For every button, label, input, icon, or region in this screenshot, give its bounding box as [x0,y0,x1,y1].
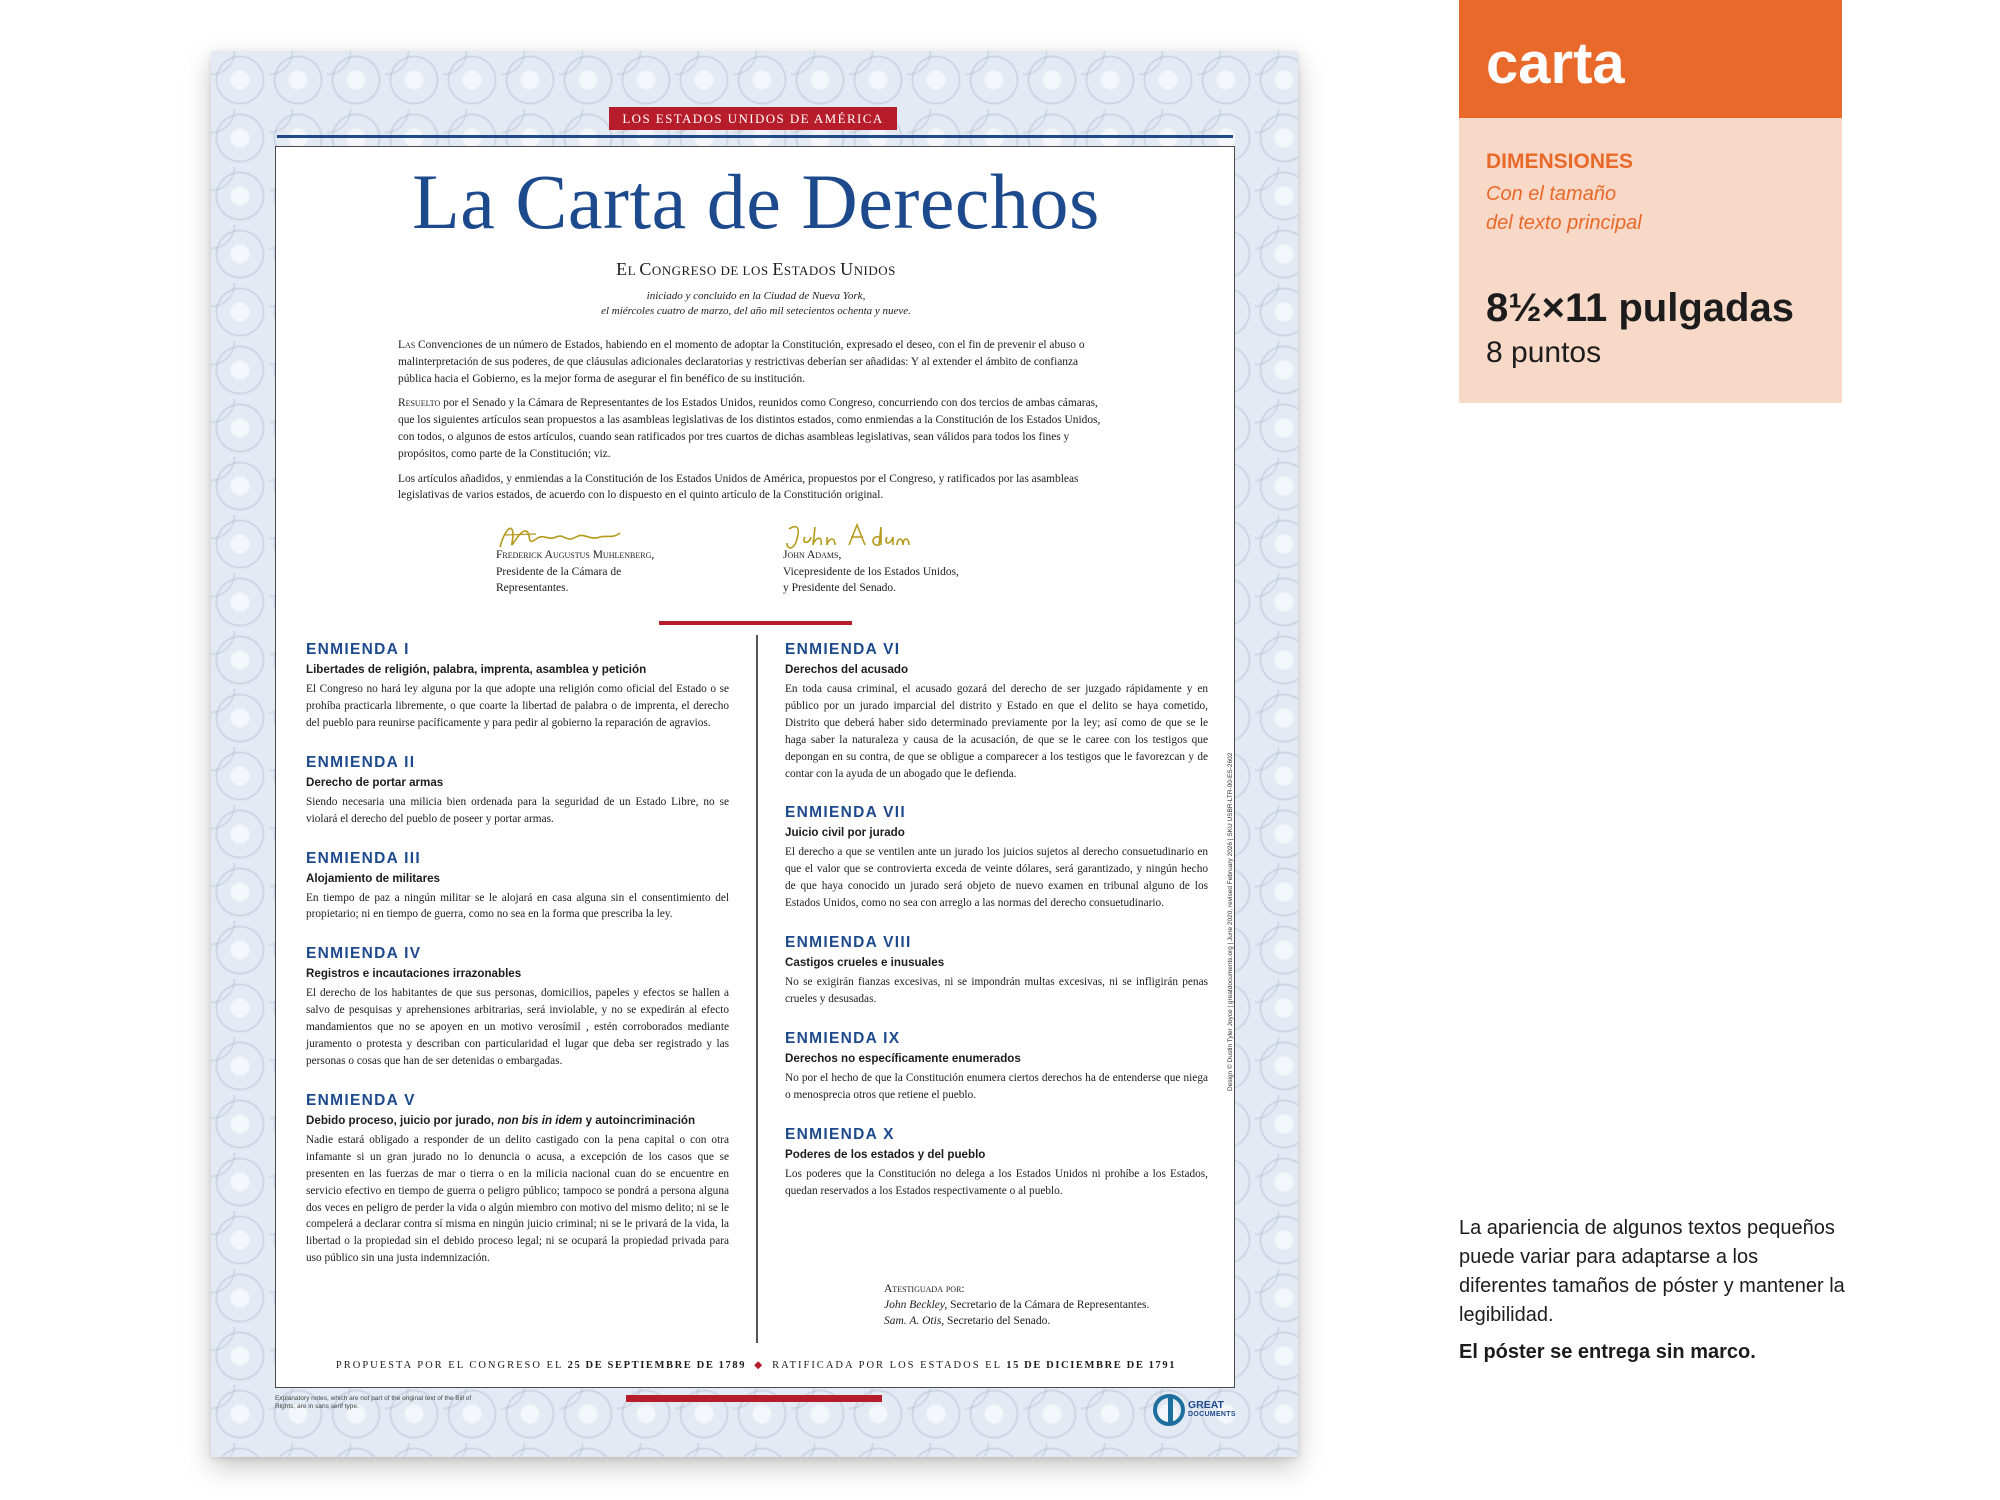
congress-subtitle: iniciado y concluido en la Ciudad de Nueva York, el miércoles cuatro de marzo, del año mil setecientos ochenta y nueve. [601,290,911,317]
poster [211,51,1298,1457]
great-documents-logo: GREAT DOCUMENTS [1153,1394,1236,1426]
column-divider [756,635,758,1343]
explanatory-note: Explanatory notes, which are not part of the original text of the Bill of Rights, are in sans serif type. [275,1395,472,1410]
divider-red [659,621,852,625]
amendment-5: ENMIENDA V Debido proceso, juicio por jurado, non bis in idem y autoincriminación Nadie estará obligado a responder de un delito castigado con la pena capital o con otra infamante si un gran jurado no lo denuncia o acusa, a excepción de los casos que se presenten en las fuerzas de mar o tierra o en la milicia nacional cuan do se encuentre en servicio efectivo en tiempo de guerra o peligro público; tampoco se pondrá a persona alguna dos veces en peligro de perder la vida o algún miembro con motivo del mismo delito; ni se le compelerá a declarar contra sí misma en ningún juicio criminal; ni se le privará de la vida, la libertad o la propiedad sin el debido proceso legal; ni se ocupará la propiedad privada para uso público sin una justa indemnización. [306,1091,729,1265]
document-frame [275,146,1235,1388]
amendment-4: ENMIENDA IV Registros e incautaciones irrazonables El derecho de los habitantes de que sus personas, domicilios, papeles y efectos se hallen a salvo de pesquisas y aprehensiones arbitrarias, será inviolable, y no se expedirán al efecto mandamientos que no se apoyen en un motivo verosímil , estén corroborados mediante juramento o protesta y describan con particularidad el lugar que deba ser registrado y las personas o cosas que han de ser detenidas o embargadas. [306,945,729,1067]
text-size: 8 puntos [1486,336,1602,369]
amendment-9: ENMIENDA IX Derechos no específicamente enumerados No por el hecho de que la Constitución enumera ciertos derechos ha de entenderse que niega o menosprecia otros que retiene el pueblo. [785,1029,1208,1101]
document-title: La Carta de Derechos [412,158,1100,245]
signature-block-adams: John Adams, Vicepresidente de los Estados Unidos, y Presidente del Senado. [783,517,959,597]
amendments-right-column [785,641,1208,1222]
bottom-red-rule [626,1395,882,1402]
legibility-note: La apariencia de algunos textos pequeños puede variar para adaptarse a los diferentes tamaños de póster y mantener la legibilidad. [1459,1217,1845,1326]
preamble [398,337,1114,512]
dimensions-subtitle: Con el tamaño del texto principal [1486,183,1642,234]
amendment-7: ENMIENDA VII Juicio civil por jurado El derecho a que se ventilen ante un jurado los juicios sujetos al derecho consuetudinario en que el valor que se controvierta exceda de veinte dólares, será garantizado, y ningún hecho de que haya conocido un jurado será objeto de nuevo examen en tribunal alguno de los Estados Unidos, como no sea con arreglo a las normas del derecho consuetudinario. [785,804,1208,910]
congress-heading: EL CONGRESO DE LOS ESTADOS UNIDOS [616,259,896,279]
amendment-10: ENMIENDA X Poderes de los estados y del pueblo Los poderes que la Constitución no delega a los Estados Unidos ni prohíbe a los Estados, quedan reservados a los Estados respectivamente o al pueblo. [785,1125,1208,1197]
top-rule [277,135,1233,138]
preamble-paragraph: Las Convenciones de un número de Estados, habiendo en el momento de adoptar la Constitución, expresado el deseo, con el fin de prevenir el abuso o malinterpretación de sus poderes, de que cláusulas adicionales declaratorias y restrictivas deberían ser añadidas: Y al extender el ámbito de confianza pública hacia el Gobierno, es la mejor forma de asegurar el fin benéfico de su institución. [398,339,1085,385]
preamble-paragraph: Resuelto por el Senado y la Cámara de Representantes de los Estados Unidos, reunidos como Congreso, concurriendo con dos tercios de ambas cámaras, que los siguientes artículos sean propuestos a las asambleas legislativas de los distintos estados, como enmiendas a la Constitución de los Estados Unidos, con todos, o algunos de estos artículos, cuando sean ratificados por tres cuartos de dichas asambleas legislativas, sean válidos para todos los fines y propósitos, como parte de la Constitución; viz. [398,397,1101,460]
amendment-6: ENMIENDA VI Derechos del acusado En toda causa criminal, el acusado gozará del derecho de ser juzgado rápidamente y en público por un jurado imparcial del distrito y Estado en que el delito se haya cometido, Distrito que deberá haber sido determinado previamente por la ley; así como de que se le haga saber la naturaleza y causa de la acusación, de que se le caree con los testigos que depongan en su contra, de que se obligue a comparecer a los testigos que le favorezcan y de contar con la ayuda de un abogado que le defienda. [785,641,1208,780]
amendment-1: ENMIENDA I Libertades de religión, palabra, imprenta, asamblea y petición El Congreso no hará ley alguna por la que adopte una religión como oficial del Estado o se prohíba practicarla libremente, o que coarte la libertad de palabra o de imprenta, el derecho del pueblo para reunirse pacíficamente y para pedir al gobierno la reparación de agravios. [306,641,729,729]
amendment-2: ENMIENDA II Derecho de portar armas Siendo necesaria una milicia bien ordenada para la seguridad de un Estado Libre, no se violará el derecho del pueblo de poseer y portar armas. [306,753,729,825]
signature-block-muhlenberg: Frederick Augustus Muhlenberg, Presidente de la Cámara de Representantes. [496,517,654,597]
logo-mark-icon [1153,1394,1185,1426]
attestation: Atestiguada por: John Beckley, Secretario de la Cámara de Representantes. Sam. A. Otis, Secretario del Senado. [884,1283,1150,1327]
format-heading: carta [1459,0,1842,118]
dimensions-panel [1459,118,1842,403]
ratification-line: PROPUESTA POR EL CONGRESO EL 25 DE SEPTIEMBRE DE 1789 ◆ RATIFICADA POR LOS ESTADOS EL 15 DE DICIEMBRE DE 1791 [335,1360,1177,1371]
preamble-paragraph: Los artículos añadidos, y enmiendas a la Constitución de los Estados Unidos de América, propuestos por el Congreso, y ratificados por las asambleas legislativas de varios estados, de acuerdo con lo dispuesto en el quinto artículo de la Constitución original. [398,472,1079,502]
amendment-8: ENMIENDA VIII Castigos crueles e inusuales No se exigirán fianzas excesivas, ni se impondrán multas excesivas, ni se infligirán penas crueles y desusadas. [785,934,1208,1005]
diamond-icon: ◆ [754,1360,765,1371]
amendments-left-column [306,641,729,1289]
design-credit: Design © Dustin Tyler Joyce | greatdocuments.org | June 2020, revised February 2026 | SKU USBR-LTR-00-ES-2602 [1227,752,1234,1091]
amendment-3: ENMIENDA III Alojamiento de militares En tiempo de paz a ningún militar se le alojará en casa alguna sin el consentimiento del propietario; ni en tiempo de guerra, como no sea en la forma que prescriba la ley. [306,849,729,921]
frame-note: El póster se entrega sin marco. [1459,1341,1756,1363]
dimensions-label: DIMENSIONES [1486,150,1634,173]
poster-size: 8½×11 pulgadas [1486,286,1794,330]
banner: LOS ESTADOS UNIDOS DE AMÉRICA [609,107,897,130]
